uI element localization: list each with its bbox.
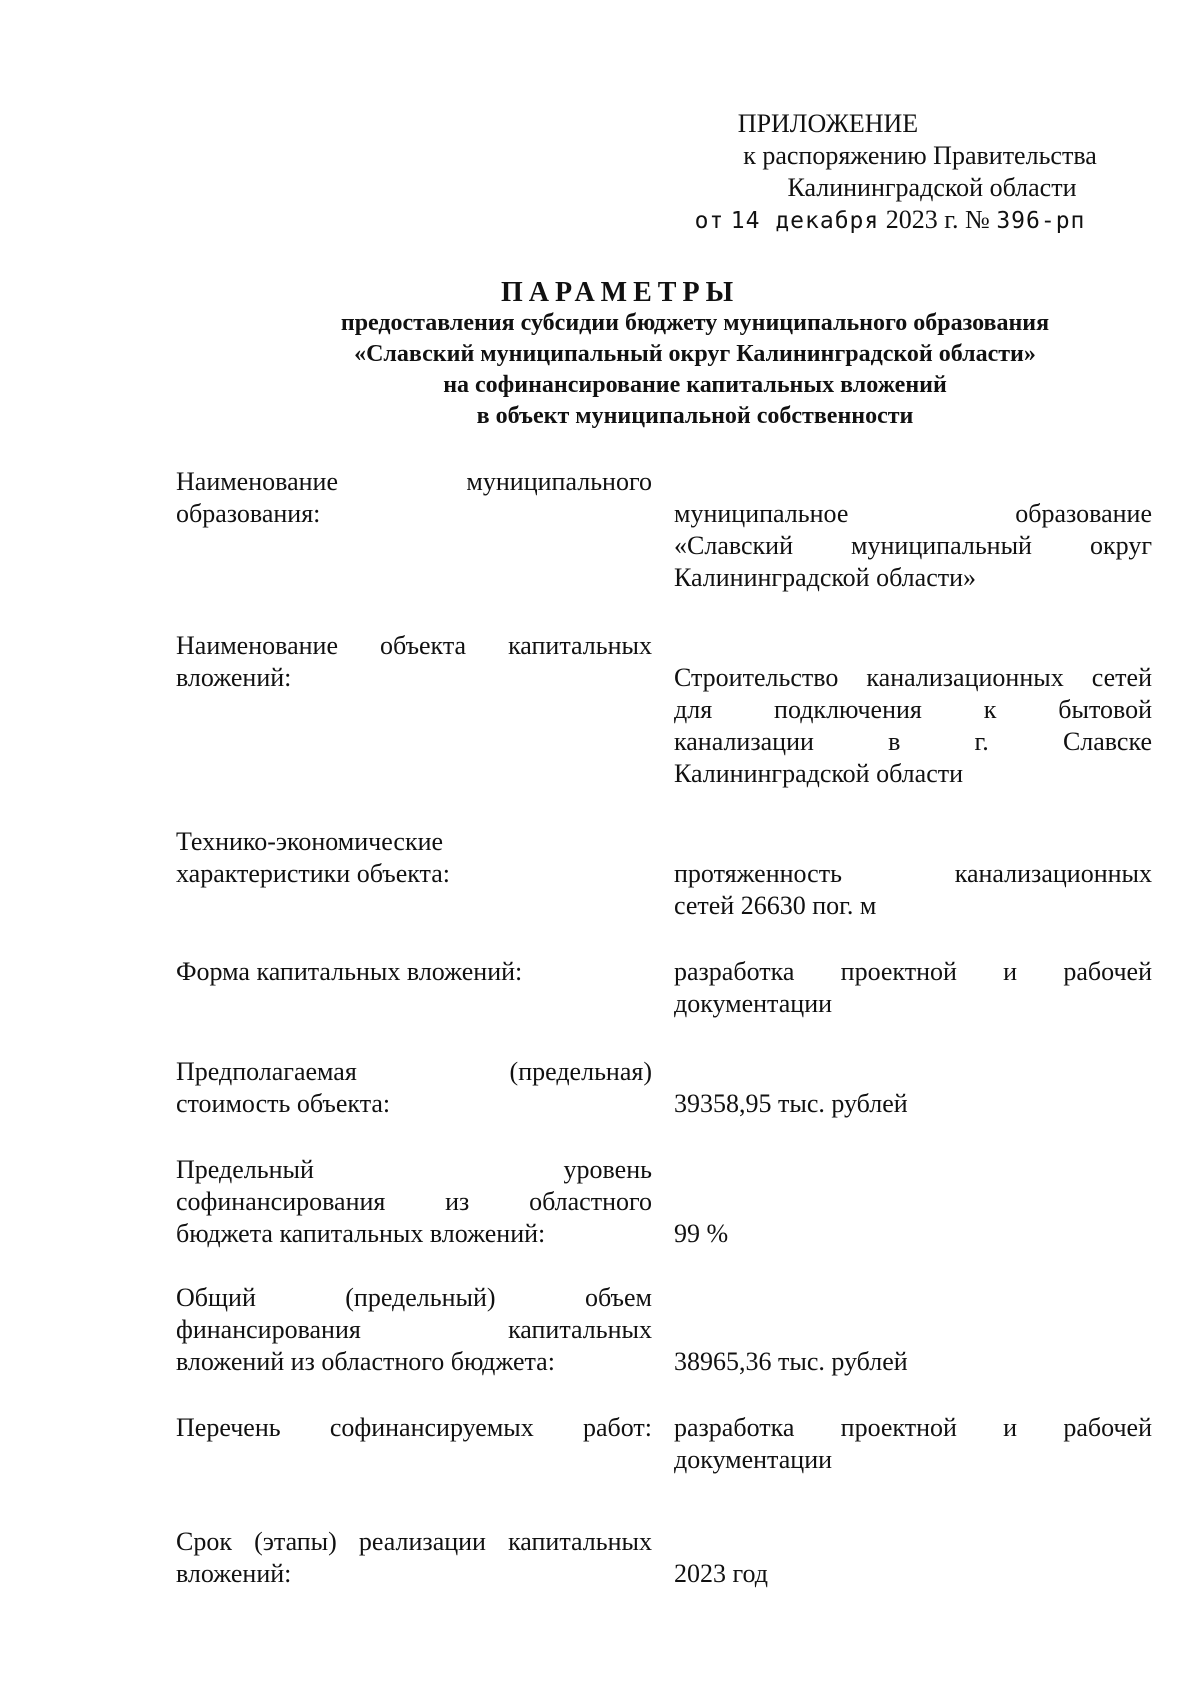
param-value: муниципальное образование «Славский муниципальный округ Калининградской области» [674,499,1152,592]
param-label: Перечень софинансируемых работ: [176,1413,652,1442]
param-label: Срок (этапы) реализации капитальных вложений: [176,1527,652,1588]
param-value: разработка проектной и рабочей документации [674,957,1152,1018]
param-value: 38965,36 тыс. рублей [674,1347,908,1376]
param-value: 2023 год [674,1559,768,1588]
appendix-title: ПРИЛОЖЕНИЕ [737,109,919,138]
param-label: Наименование объекта капитальных вложений: [176,631,652,692]
param-label: Форма капитальных вложений: [176,957,523,986]
date-handwritten: 14 декабря [730,208,880,234]
order-number-handwritten: 396-рп [996,208,1086,234]
date-year: 2023 г. № [885,205,990,234]
appendix-order-reference: к распоряжению Правительства [743,141,1097,170]
param-value: разработка проектной и рабочей документации [674,1413,1152,1474]
subtitle-line: предоставления субсидии бюджету муниципального образования [340,310,1050,336]
param-label: Технико-экономические характеристики объекта: [176,827,451,888]
appendix-header [640,108,1160,237]
subtitle-line: на софинансирование капитальных вложений [443,372,947,398]
param-label: Предполагаемая (предельная) стоимость объекта: [176,1057,652,1118]
param-value: 99 % [674,1219,729,1248]
param-value: протяженность канализационных сетей 26630 пог. м [674,859,1152,920]
document-subtitle [200,308,1190,432]
date-prefix: от [694,208,725,234]
param-label: Предельный уровень софинансирования из областного бюджета капитальных вложений: [176,1155,652,1248]
subtitle-line: в объект муниципальной собственности [476,403,914,429]
param-label: Общий (предельный) объем финансирования капитальных вложений из областного бюджета: [176,1283,652,1376]
document-title: ПАРАМЕТРЫ [500,277,740,308]
param-value: Строительство канализационных сетей для подключения к бытовой канализации в г. Славске Калининградской области [674,663,1152,788]
appendix-region: Калининградской области [787,173,1077,202]
subtitle-line: «Славский муниципальный округ Калининградской области» [354,341,1036,367]
appendix-date-line [630,204,1150,237]
param-value: 39358,95 тыс. рублей [674,1089,908,1118]
param-label: Наименование муниципального образования: [176,467,652,528]
